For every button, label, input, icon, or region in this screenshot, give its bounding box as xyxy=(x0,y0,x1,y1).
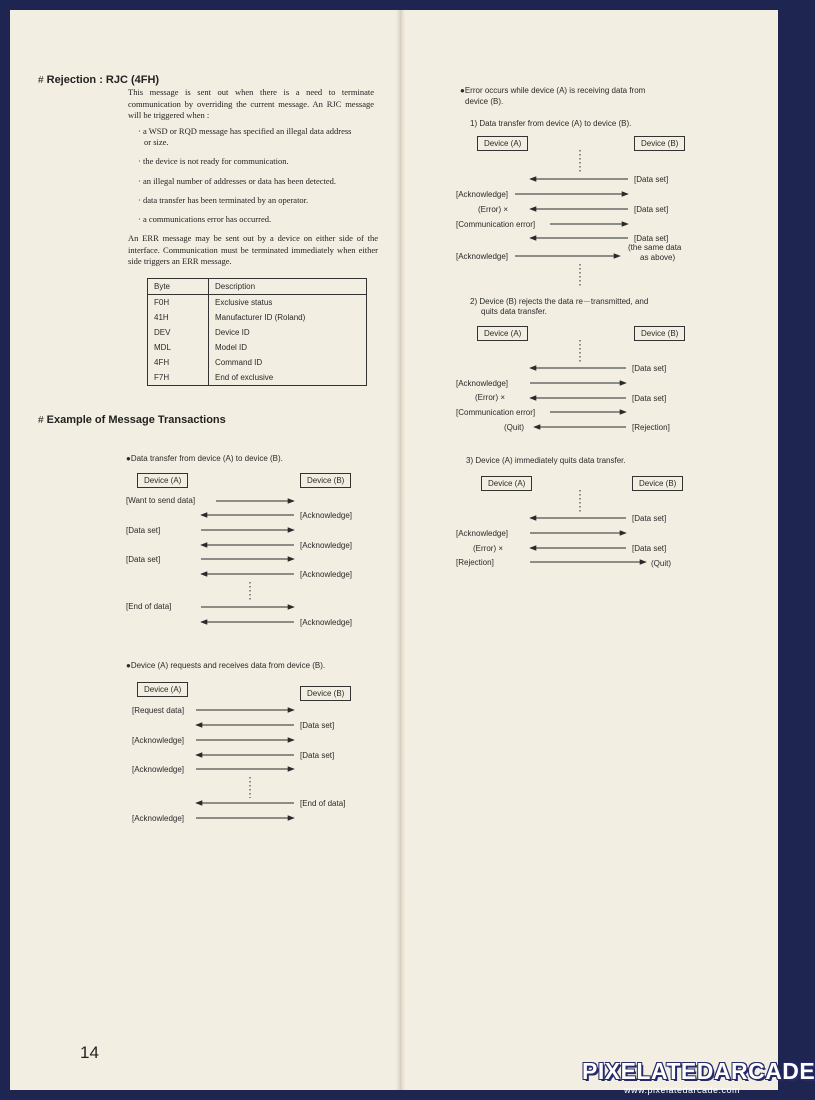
page-number: 14 xyxy=(80,1043,99,1062)
message-label: [Communication error] xyxy=(456,220,536,229)
rejection-intro: This message is sent out when there is a need to terminate communication by overriding the current message. An RJC message will be triggered when : xyxy=(128,87,374,120)
watermark xyxy=(582,1058,815,1095)
rejection-bullet: · the device is not ready for communication. xyxy=(138,156,289,166)
message-label: [Data set] xyxy=(632,514,667,523)
message-label: [Acknowledge] xyxy=(456,190,509,199)
message-label: [Data set] xyxy=(634,234,669,243)
message-label: [Data set] xyxy=(634,175,669,184)
description-cell: Manufacturer ID (Roland) xyxy=(215,313,306,322)
message-label: [End of data] xyxy=(126,602,172,611)
device-a-box: Device (A) xyxy=(137,473,188,488)
transactions-title: Example of Message Transactions xyxy=(46,414,226,426)
byte-cell: MDL xyxy=(148,340,209,355)
message-label: [Data set] xyxy=(632,394,667,403)
arrow-layer xyxy=(10,10,778,1090)
device-b-box: Device (B) xyxy=(634,136,685,151)
manual-page xyxy=(10,10,778,1090)
message-label: [Data set] xyxy=(300,721,335,730)
message-label: [Request data] xyxy=(132,706,185,715)
error-label: (Error) × xyxy=(473,544,503,553)
device-a-box: Device (A) xyxy=(477,326,528,341)
message-label: [Data set] xyxy=(634,205,669,214)
description-cell: Device ID xyxy=(215,328,250,337)
rejection-bullet: · data transfer has been terminated by an operator. xyxy=(138,195,309,205)
message-label: [Communication error] xyxy=(456,408,536,417)
message-label: [Data set] xyxy=(632,364,667,373)
section-hash-mark: # xyxy=(38,415,44,426)
device-b-box: Device (B) xyxy=(300,686,351,701)
rejection-bullet-continued: or size. xyxy=(144,137,169,147)
message-label: [Data set] xyxy=(632,544,667,553)
message-label: [Data set] xyxy=(126,526,161,535)
message-label: [Acknowledge] xyxy=(300,541,353,550)
message-label: [Acknowledge] xyxy=(132,814,185,823)
case3-title: 3) Device (A) immediately quits data transfer. xyxy=(466,456,626,465)
byte-cell: 4FH xyxy=(148,355,209,370)
message-label: [Acknowledge] xyxy=(456,379,509,388)
description-cell: Model ID xyxy=(215,343,248,352)
message-label: [Acknowledge] xyxy=(300,511,353,520)
table-header-description: Description xyxy=(209,279,367,295)
case1-title: 1) Data transfer from device (A) to device (B). xyxy=(470,119,632,128)
device-a-box: Device (A) xyxy=(477,136,528,151)
table-header-byte: Byte xyxy=(148,279,209,295)
description-cell: Exclusive status xyxy=(215,298,273,307)
byte-cell: F7H xyxy=(148,370,209,386)
note-label: as above) xyxy=(640,253,676,262)
rejection-bullet: · a WSD or RQD message has specified an illegal data address xyxy=(138,126,352,136)
message-label: [Acknowledge] xyxy=(300,570,353,579)
byte-cell: F0H xyxy=(148,295,209,311)
rejection-title: Rejection : RJC (4FH) xyxy=(46,74,160,86)
device-b-box: Device (B) xyxy=(634,326,685,341)
watermark-logo: PIXELATEDARCADE xyxy=(582,1058,815,1084)
description-cell: Command ID xyxy=(215,358,263,367)
error-label: (Error) × xyxy=(475,393,505,402)
rejection-note: An ERR message may be sent out by a device on either side of the interface. Communication must be terminated immediately when either side triggers an ERR message. xyxy=(128,233,378,266)
message-label: [Acknowledge] xyxy=(456,529,509,538)
device-b-box: Device (B) xyxy=(632,476,683,491)
case2-title-continued: quits data transfer. xyxy=(481,307,547,316)
errors-caption: ●Error occurs while device (A) is receiving data from xyxy=(460,86,646,95)
diagram2-caption: ●Device (A) requests and receives data from device (B). xyxy=(126,661,326,670)
byte-cell: DEV xyxy=(148,325,209,340)
rejection-bullet: · an illegal number of addresses or data has been detected. xyxy=(138,176,337,186)
watermark-url: www.pixelatedarcade.com xyxy=(624,1085,741,1095)
byte-cell: 41H xyxy=(148,310,209,325)
errors-caption-continued: device (B). xyxy=(465,97,504,106)
description-cell: End of exclusive xyxy=(215,373,274,382)
error-label: (Error) × xyxy=(478,205,508,214)
device-b-box: Device (B) xyxy=(300,473,351,488)
message-label: [Acknowledge] xyxy=(132,765,185,774)
diagram1-caption: ●Data transfer from device (A) to device (B). xyxy=(126,454,283,463)
message-label: [Data set] xyxy=(300,751,335,760)
message-label: (Quit) xyxy=(504,423,524,432)
message-label: [Acknowledge] xyxy=(456,252,509,261)
message-label: [End of data] xyxy=(300,799,346,808)
case2-title: 2) Device (B) rejects the data re－transmitted, and xyxy=(470,297,649,306)
message-label: [Data set] xyxy=(126,555,161,564)
message-label: [Acknowledge] xyxy=(132,736,185,745)
rejection-bullet: · a communications error has occurred. xyxy=(138,214,272,224)
message-label: (Quit) xyxy=(651,559,671,568)
device-a-box: Device (A) xyxy=(137,682,188,697)
note-label: (the same data xyxy=(628,243,682,252)
message-label: [Want to send data] xyxy=(126,496,196,505)
message-label: [Rejection] xyxy=(456,558,494,567)
section-hash-mark: # xyxy=(38,75,44,86)
message-label: [Acknowledge] xyxy=(300,618,353,627)
device-a-box: Device (A) xyxy=(481,476,532,491)
message-label: [Rejection] xyxy=(632,423,670,432)
